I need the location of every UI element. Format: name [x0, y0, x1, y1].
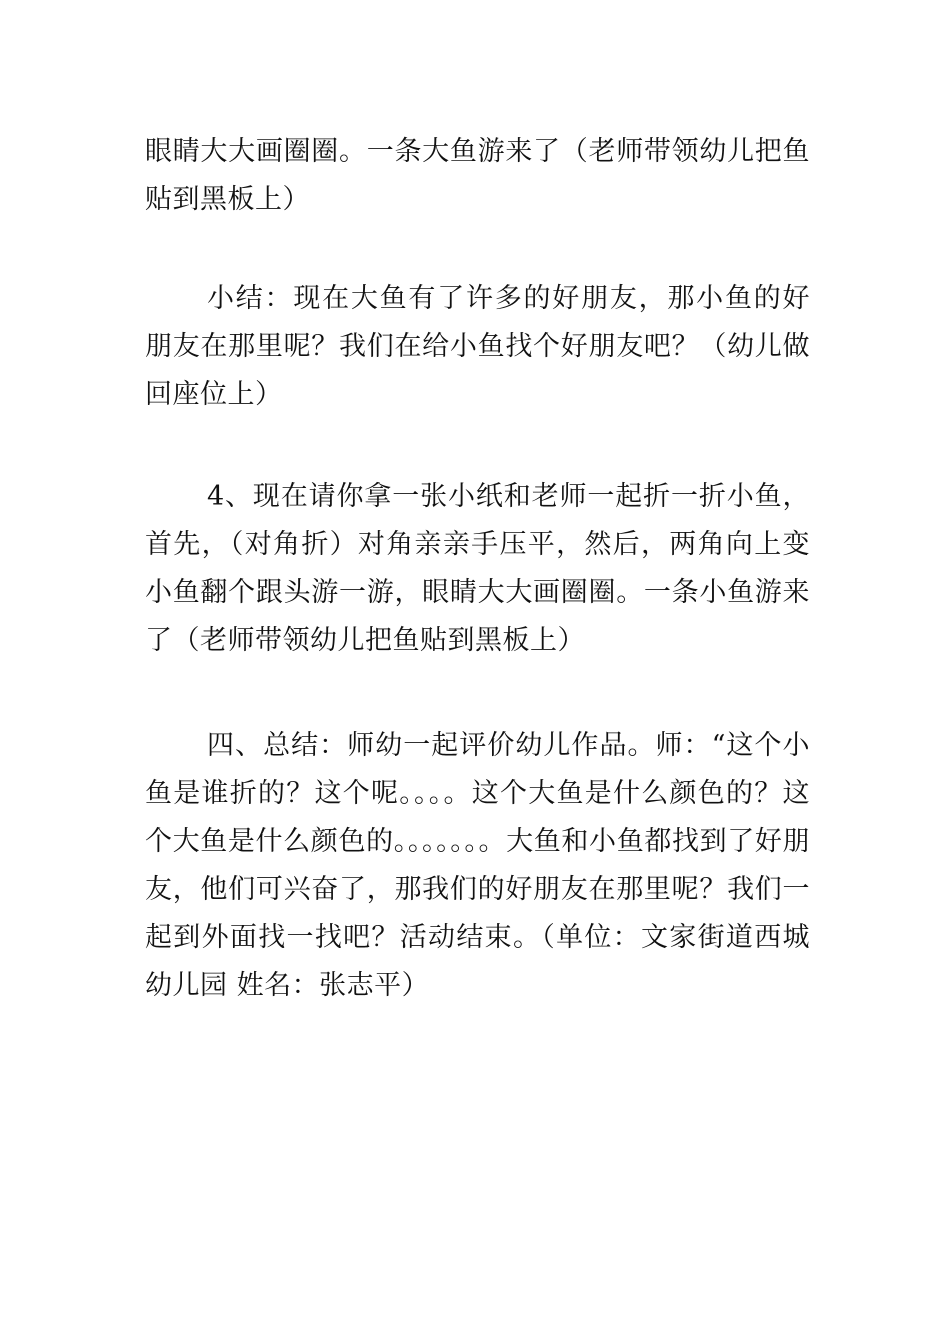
paragraph-conclusion: 四、总结：师幼一起评价幼儿作品。师：“这个小鱼是谁折的？这个呢。。。。这个大鱼是什么颜色的？这个大鱼是什么颜色的。。。。。。。大鱼和小鱼都找到了好朋友，他们可兴奋了，那我们的好朋友在那里呢？我们一起到外面找一找吧？活动结束。（单位：文家街道西城幼儿园 姓名：张志平）: [145, 730, 810, 1001]
paragraph-step-4: 4、现在请你拿一张小纸和老师一起折一折小鱼，首先，（对角折）对角亲亲手压平，然后，两角向上变小鱼翻个跟头游一游，眼睛大大画圈圈。一条小鱼游来了（老师带领幼儿把鱼贴到黑板上）: [145, 481, 810, 656]
paragraph-continuation: 眼睛大大画圈圈。一条大鱼游来了（老师带领幼儿把鱼贴到黑板上）: [145, 136, 810, 215]
paragraph-summary: 小结：现在大鱼有了许多的好朋友，那小鱼的好朋友在那里呢？我们在给小鱼找个好朋友吧？（幼儿做回座位上）: [145, 283, 810, 410]
